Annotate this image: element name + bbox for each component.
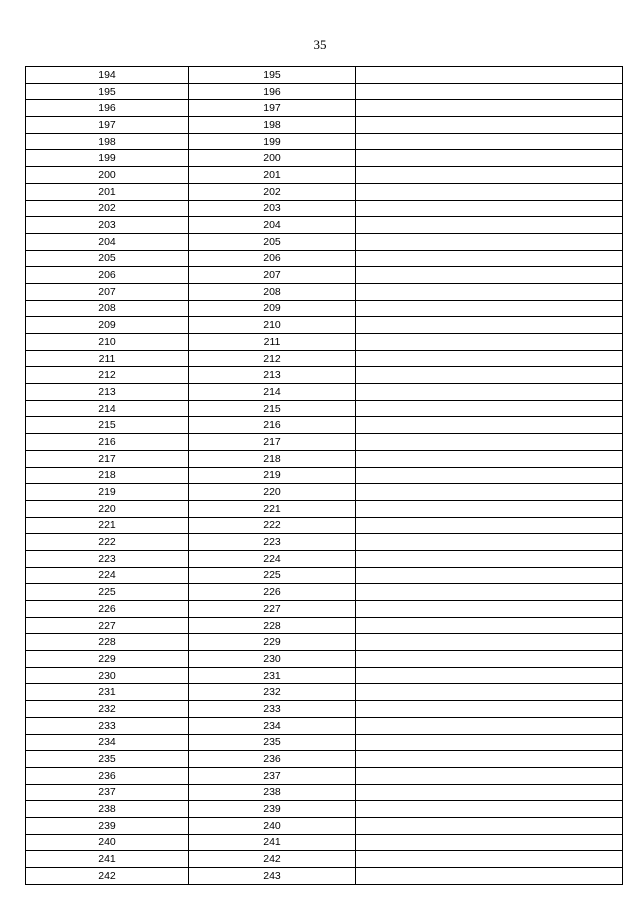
table-cell-col3 [356, 450, 623, 467]
table-cell-col1: 229 [26, 651, 189, 668]
table-cell-col2: 222 [189, 517, 356, 534]
table-row [26, 567, 623, 584]
table-row [26, 367, 623, 384]
table-row [26, 801, 623, 818]
table-cell-col1: 217 [26, 450, 189, 467]
table-cell-col3 [356, 133, 623, 150]
table-row [26, 233, 623, 250]
table-row [26, 417, 623, 434]
table-cell-col2: 200 [189, 150, 356, 167]
table-row [26, 851, 623, 868]
table-row [26, 217, 623, 234]
table-cell-col2: 199 [189, 133, 356, 150]
table-cell-col1: 213 [26, 384, 189, 401]
table-cell-col1: 239 [26, 817, 189, 834]
table-cell-col1: 238 [26, 801, 189, 818]
table-row [26, 834, 623, 851]
table-cell-col3 [356, 100, 623, 117]
table-row [26, 450, 623, 467]
table-cell-col2: 242 [189, 851, 356, 868]
table-cell-col1: 222 [26, 534, 189, 551]
table-row [26, 250, 623, 267]
table-cell-col3 [356, 317, 623, 334]
table-cell-col2: 207 [189, 267, 356, 284]
table-cell-col3 [356, 601, 623, 618]
table-cell-col1: 204 [26, 233, 189, 250]
table-cell-col3 [356, 517, 623, 534]
table-cell-col2: 217 [189, 434, 356, 451]
table-cell-col3 [356, 217, 623, 234]
table-cell-col3 [356, 868, 623, 885]
table-cell-col3 [356, 701, 623, 718]
table-cell-col3 [356, 784, 623, 801]
table-cell-col3 [356, 67, 623, 84]
table-row [26, 534, 623, 551]
table-cell-col2: 210 [189, 317, 356, 334]
table-cell-col3 [356, 417, 623, 434]
table-cell-col1: 242 [26, 868, 189, 885]
table-cell-col2: 218 [189, 450, 356, 467]
table-cell-col3 [356, 567, 623, 584]
table-body [26, 67, 623, 885]
table-row [26, 283, 623, 300]
table-cell-col3 [356, 83, 623, 100]
table-row [26, 734, 623, 751]
table-cell-col1: 198 [26, 133, 189, 150]
table-cell-col1: 194 [26, 67, 189, 84]
table-cell-col3 [356, 817, 623, 834]
table-cell-col2: 239 [189, 801, 356, 818]
table-cell-col1: 236 [26, 767, 189, 784]
table-cell-col3 [356, 233, 623, 250]
table-row [26, 350, 623, 367]
table-cell-col1: 225 [26, 584, 189, 601]
table-cell-col3 [356, 200, 623, 217]
table-cell-col2: 240 [189, 817, 356, 834]
table-cell-col3 [356, 484, 623, 501]
table-cell-col3 [356, 283, 623, 300]
table-cell-col3 [356, 384, 623, 401]
table-cell-col2: 202 [189, 183, 356, 200]
table-cell-col2: 227 [189, 601, 356, 618]
table-cell-col3 [356, 434, 623, 451]
table-cell-col1: 207 [26, 283, 189, 300]
table-cell-col2: 237 [189, 767, 356, 784]
table-cell-col1: 227 [26, 617, 189, 634]
table-row [26, 717, 623, 734]
table-row [26, 267, 623, 284]
table-cell-col3 [356, 367, 623, 384]
table-row [26, 83, 623, 100]
table-cell-col1: 214 [26, 400, 189, 417]
table-cell-col1: 196 [26, 100, 189, 117]
table-cell-col2: 232 [189, 684, 356, 701]
table-cell-col1: 210 [26, 334, 189, 351]
table-cell-col3 [356, 334, 623, 351]
table-cell-col1: 241 [26, 851, 189, 868]
table-cell-col2: 208 [189, 283, 356, 300]
table-cell-col2: 228 [189, 617, 356, 634]
table-cell-col2: 230 [189, 651, 356, 668]
table-cell-col2: 206 [189, 250, 356, 267]
table-cell-col1: 228 [26, 634, 189, 651]
data-table [25, 66, 623, 885]
table-cell-col1: 224 [26, 567, 189, 584]
table-cell-col1: 197 [26, 117, 189, 134]
table-cell-col3 [356, 684, 623, 701]
table-row [26, 67, 623, 84]
table-row [26, 183, 623, 200]
table-cell-col2: 223 [189, 534, 356, 551]
table-cell-col3 [356, 550, 623, 567]
table-cell-col3 [356, 584, 623, 601]
table-cell-col2: 224 [189, 550, 356, 567]
table-row [26, 667, 623, 684]
table-row [26, 751, 623, 768]
table-cell-col1: 237 [26, 784, 189, 801]
table-cell-col2: 196 [189, 83, 356, 100]
table-cell-col2: 233 [189, 701, 356, 718]
table-cell-col1: 216 [26, 434, 189, 451]
table-row [26, 784, 623, 801]
table-row [26, 300, 623, 317]
table-cell-col1: 200 [26, 167, 189, 184]
table-cell-col2: 201 [189, 167, 356, 184]
table-cell-col3 [356, 634, 623, 651]
table-row [26, 484, 623, 501]
table-cell-col1: 202 [26, 200, 189, 217]
table-row [26, 634, 623, 651]
table-cell-col2: 204 [189, 217, 356, 234]
table-cell-col1: 205 [26, 250, 189, 267]
table-row [26, 584, 623, 601]
table-cell-col2: 231 [189, 667, 356, 684]
table-cell-col3 [356, 500, 623, 517]
table-cell-col2: 213 [189, 367, 356, 384]
table-cell-col3 [356, 617, 623, 634]
table-cell-col1: 218 [26, 467, 189, 484]
table-cell-col2: 203 [189, 200, 356, 217]
table-cell-col2: 209 [189, 300, 356, 317]
table-row [26, 100, 623, 117]
table-cell-col3 [356, 400, 623, 417]
table-row [26, 150, 623, 167]
table-cell-col3 [356, 150, 623, 167]
table-cell-col1: 209 [26, 317, 189, 334]
table-cell-col3 [356, 751, 623, 768]
table-cell-col3 [356, 834, 623, 851]
table-row [26, 617, 623, 634]
table-cell-col3 [356, 801, 623, 818]
table-row [26, 400, 623, 417]
table-row [26, 467, 623, 484]
table-row [26, 133, 623, 150]
table-cell-col3 [356, 467, 623, 484]
table-cell-col3 [356, 651, 623, 668]
table-row [26, 384, 623, 401]
table-row [26, 500, 623, 517]
table-cell-col1: 220 [26, 500, 189, 517]
table-cell-col3 [356, 734, 623, 751]
table-cell-col3 [356, 717, 623, 734]
table-cell-col1: 203 [26, 217, 189, 234]
table-cell-col1: 221 [26, 517, 189, 534]
table-row [26, 434, 623, 451]
table-row [26, 817, 623, 834]
table-cell-col3 [356, 267, 623, 284]
table-row [26, 167, 623, 184]
table-cell-col2: 215 [189, 400, 356, 417]
table-cell-col3 [356, 117, 623, 134]
table-cell-col2: 243 [189, 868, 356, 885]
table-row [26, 317, 623, 334]
table-row [26, 651, 623, 668]
table-row [26, 334, 623, 351]
table-cell-col1: 208 [26, 300, 189, 317]
table-row [26, 601, 623, 618]
table-cell-col3 [356, 851, 623, 868]
table-cell-col1: 223 [26, 550, 189, 567]
table-cell-col2: 234 [189, 717, 356, 734]
table-cell-col2: 238 [189, 784, 356, 801]
table-cell-col3 [356, 350, 623, 367]
table-cell-col2: 214 [189, 384, 356, 401]
table-cell-col1: 199 [26, 150, 189, 167]
table-cell-col1: 232 [26, 701, 189, 718]
table-cell-col1: 240 [26, 834, 189, 851]
table-cell-col1: 234 [26, 734, 189, 751]
table-cell-col1: 206 [26, 267, 189, 284]
table-cell-col3 [356, 767, 623, 784]
table-row [26, 684, 623, 701]
table-row [26, 200, 623, 217]
table-cell-col1: 215 [26, 417, 189, 434]
table-cell-col1: 201 [26, 183, 189, 200]
table-cell-col2: 241 [189, 834, 356, 851]
table-cell-col2: 211 [189, 334, 356, 351]
table-cell-col3 [356, 183, 623, 200]
table-cell-col3 [356, 667, 623, 684]
table-cell-col2: 229 [189, 634, 356, 651]
table-cell-col1: 212 [26, 367, 189, 384]
table-row [26, 767, 623, 784]
table-cell-col2: 197 [189, 100, 356, 117]
table-cell-col1: 230 [26, 667, 189, 684]
table-row [26, 117, 623, 134]
table-cell-col2: 235 [189, 734, 356, 751]
table-row [26, 701, 623, 718]
table-cell-col3 [356, 167, 623, 184]
table-cell-col2: 195 [189, 67, 356, 84]
table-cell-col2: 226 [189, 584, 356, 601]
table-row [26, 550, 623, 567]
table-cell-col2: 225 [189, 567, 356, 584]
table-cell-col2: 216 [189, 417, 356, 434]
table-cell-col1: 211 [26, 350, 189, 367]
table-cell-col2: 198 [189, 117, 356, 134]
table-cell-col1: 226 [26, 601, 189, 618]
table-cell-col3 [356, 250, 623, 267]
table-cell-col2: 221 [189, 500, 356, 517]
table-cell-col1: 235 [26, 751, 189, 768]
table-cell-col2: 220 [189, 484, 356, 501]
table-cell-col1: 195 [26, 83, 189, 100]
table-cell-col2: 212 [189, 350, 356, 367]
table-cell-col2: 219 [189, 467, 356, 484]
table-row [26, 517, 623, 534]
table-cell-col3 [356, 534, 623, 551]
table-cell-col3 [356, 300, 623, 317]
table-cell-col2: 236 [189, 751, 356, 768]
table-cell-col1: 231 [26, 684, 189, 701]
table-cell-col1: 219 [26, 484, 189, 501]
table-cell-col2: 205 [189, 233, 356, 250]
table-cell-col1: 233 [26, 717, 189, 734]
table-row [26, 868, 623, 885]
page-number: 35 [313, 37, 327, 52]
